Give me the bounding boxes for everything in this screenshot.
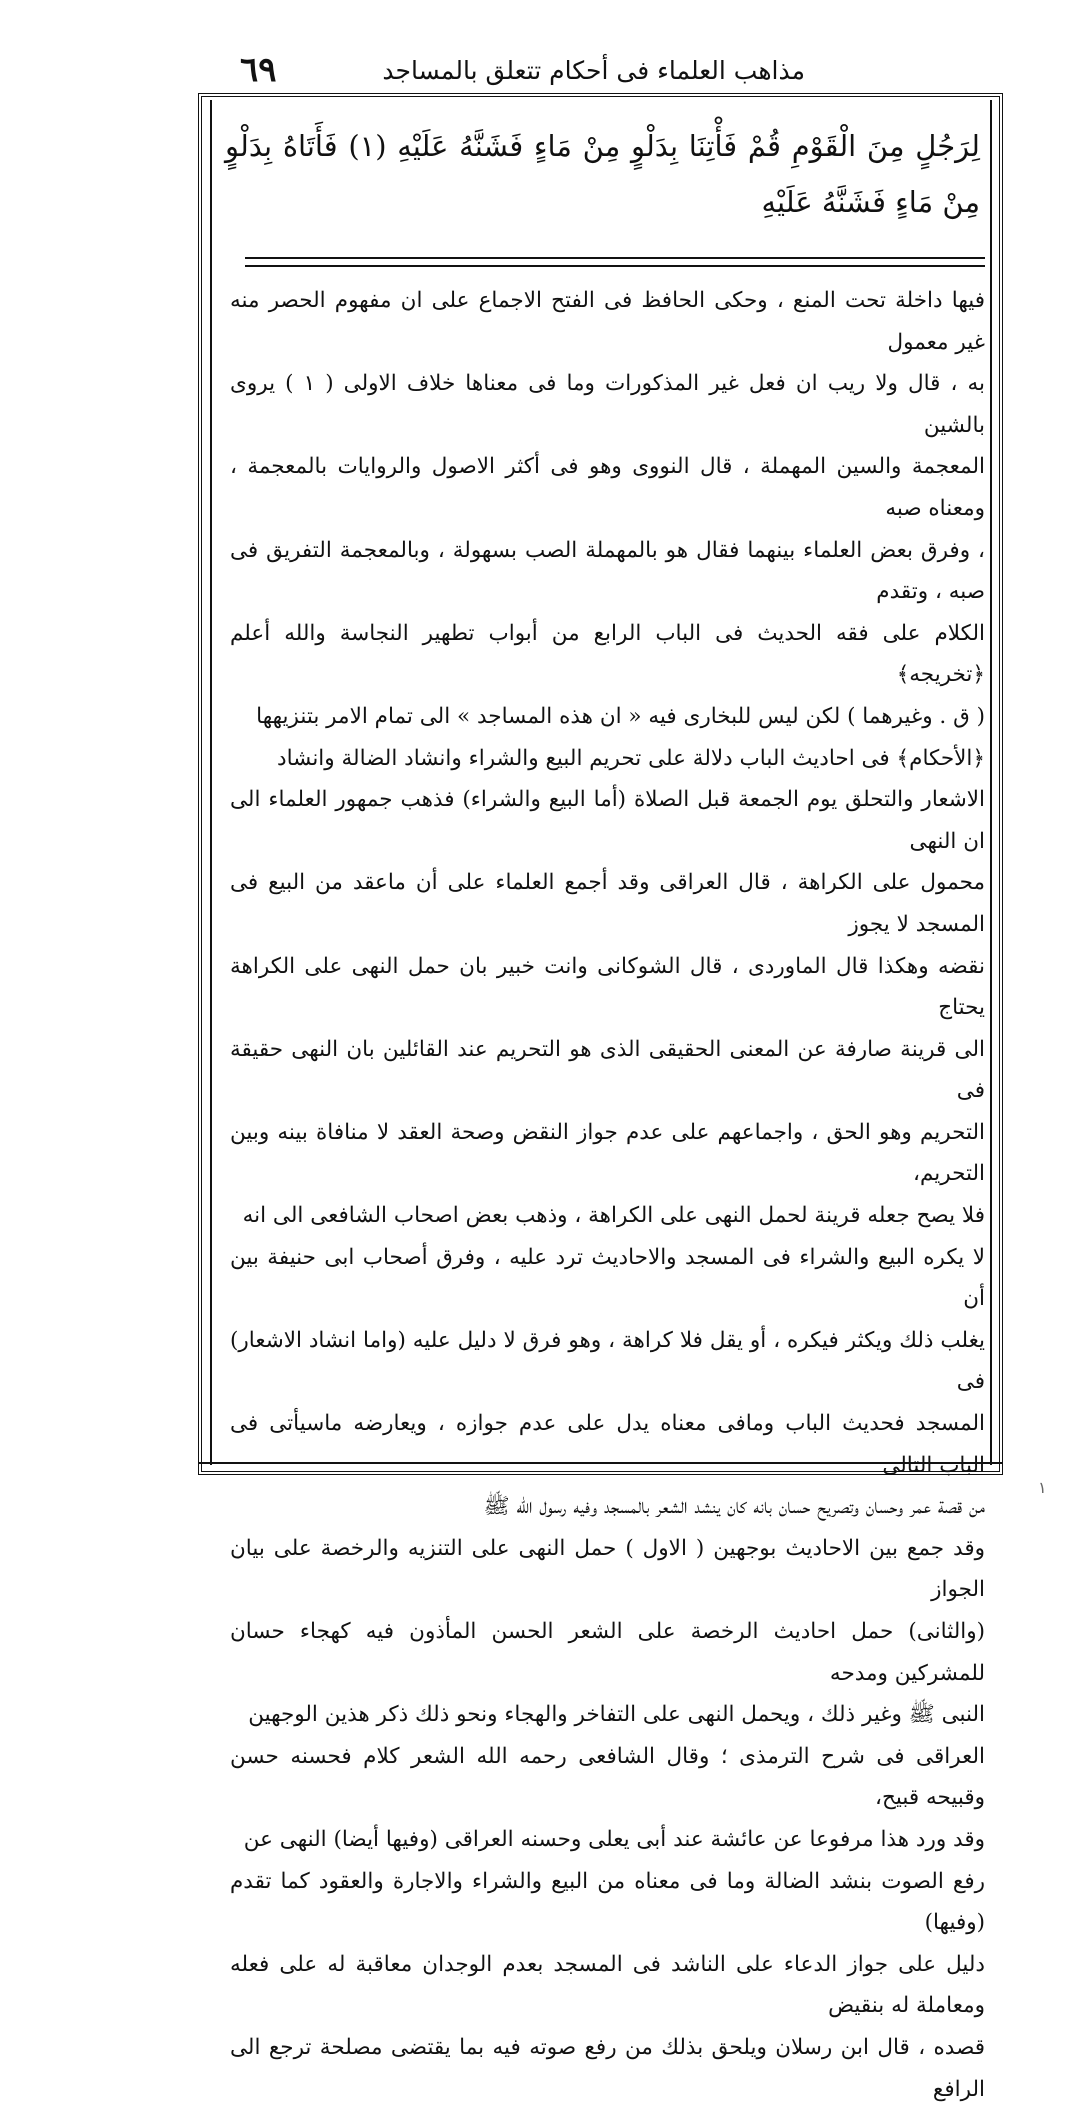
section-divider-bottom — [245, 265, 985, 267]
page-number: ٦٩ — [240, 50, 277, 90]
running-title: مذاهب العلماء فى أحكام تتعلق بالمساجد — [382, 56, 805, 85]
commentary-line: العراقى فى شرح الترمذى ؛ وقال الشافعى رحمه الله الشعر كلام فحسنه حسن وقبيحه قبيح، — [230, 1743, 985, 1811]
commentary-line: قصده ، قال ابن رسلان ويلحق بذلك من رفع صوته فيه بما يقتضى مصلحة ترجع الى الرافع — [230, 2034, 985, 2102]
footer-rule — [198, 1462, 1003, 1464]
commentary-line: (والثانى) حمل احاديث الرخصة على الشعر الحسن المأذون فيه كهجاء حسان للمشركين ومدحه — [230, 1619, 985, 1686]
hadith-text: لِرَجُلٍ مِنَ الْقَوْمِ قُمْ فَأْتِنَا بِدَلْوٍ مِنْ مَاءٍ فَشَنَّهُ عَلَيْهِ (١) فَأَتَاهُ بِدَلْوٍ مِنْ مَاءٍ فَشَنَّهُ عَلَيْهِ — [225, 129, 980, 219]
commentary-line: فيها داخلة تحت المنع ، وحكى الحافظ فى الفتح الاجماع على ان مفهوم الحصر منه غير معمول — [230, 288, 985, 355]
section-divider-top — [245, 257, 985, 259]
commentary-line: لا يكره البيع والشراء فى المسجد والاحاديث ترد عليه ، وفرق أصحاب ابى حنيفة بين أن — [230, 1244, 985, 1312]
commentary-line: الاشعار والتحلق يوم الجمعة قبل الصلاة (أما البيع والشراء) فذهب جمهور العلماء الى ان النهى — [230, 787, 985, 854]
commentary-line: وقد ورد هذا مرفوعا عن عائشة عند أبى يعلى وحسنه العراقى (وفيها أيضا) النهى عن — [243, 1826, 985, 1852]
commentary-line: النبى ﷺ وغير ذلك ، ويحمل النهى على التفاخر والهجاء ونحو ذلك ذكر هذين الوجهين — [248, 1702, 985, 1728]
commentary-line: المسجد فحديث الباب ومافى معناه يدل على عدم جوازه ، ويعارضه ماسيأتى فى الباب التالى — [230, 1411, 985, 1478]
commentary-line: ( ق . وغيرهما ) لكن ليس للبخارى فيه « ان هذه المساجد » الى تمام الامر بتنزيهها — [256, 703, 985, 729]
commentary-line: يغلب ذلك ويكثر فيكره ، أو يقل فلا كراهة ، وهو فرق لا دليل عليه (واما انشاد الاشعار) فى — [230, 1327, 985, 1395]
commentary-text — [230, 280, 985, 2110]
commentary-line: من قصة عمر وحسان وتصريح حسان بانه كان ينشد الشعر بالمسجد وفيه رسول الله ﷺ — [483, 1494, 985, 1520]
commentary-line: نقضه وهكذا قال الماوردى ، قال الشوكانى وانت خبير بان حمل النهى على الكراهة يحتاج — [230, 953, 985, 1021]
frame-inner-rule-right — [990, 100, 992, 1465]
commentary-line: الى قرينة صارفة عن المعنى الحقيقى الذى هو التحريم عند القائلين بان النهى حقيقة فى — [230, 1036, 985, 1104]
frame-inner-rule-left — [210, 100, 212, 1465]
corner-mark: ١ — [1038, 1478, 1047, 1497]
commentary-line: المعجمة والسين المهملة ، قال النووى وهو فى أكثر الاصول والروايات بالمعجمة ، ومعناه صبه — [230, 454, 985, 521]
commentary-line: رفع الصوت بنشد الضالة وما فى معناه من البيع والشراء والاجارة والعقود كما تقدم (وفيها) — [230, 1868, 985, 1936]
commentary-line: وقد جمع بين الاحاديث بوجهين ( الاول ) حمل النهى على التنزيه والرخصة على بيان الجواز — [230, 1535, 985, 1603]
commentary-line: به ، قال ولا ريب ان فعل غير المذكورات وما فى معناها خلاف الاولى ( ١ ) يروى بالشين — [230, 371, 985, 438]
page-header — [200, 52, 1000, 98]
commentary-line: فلا يصح جعله قرينة لحمل النهى على الكراهة ، وذهب بعض اصحاب الشافعى الى انه — [242, 1203, 985, 1229]
commentary-line: دليل على جواز الدعاء على الناشد فى المسجد بعدم الوجدان معاقبة له على فعله ومعاملة له بنقيض — [230, 1951, 985, 2019]
commentary-line: الكلام على فقه الحديث فى الباب الرابع من أبواب تطهير النجاسة والله أعلم ﴿تخريجه﴾ — [230, 620, 985, 688]
commentary-line: التحريم وهو الحق ، واجماعهم على عدم جواز النقض وصحة العقد لا منافاة بينه وبين التحريم، — [230, 1119, 985, 1187]
commentary-line: محمول على الكراهة ، قال العراقى وقد أجمع العلماء على أن ماعقد من البيع فى المسجد لا يجوز — [230, 870, 985, 937]
commentary-line: ﴿الأحكام﴾ فى احاديث الباب دلالة على تحريم البيع والشراء وانشاد الضالة وانشاد — [277, 745, 985, 771]
commentary-line: ، وفرق بعض العلماء بينهما فقال هو بالمهملة الصب بسهولة ، وبالمعجمة التفريق فى صبه ، وتقدم — [230, 537, 985, 605]
